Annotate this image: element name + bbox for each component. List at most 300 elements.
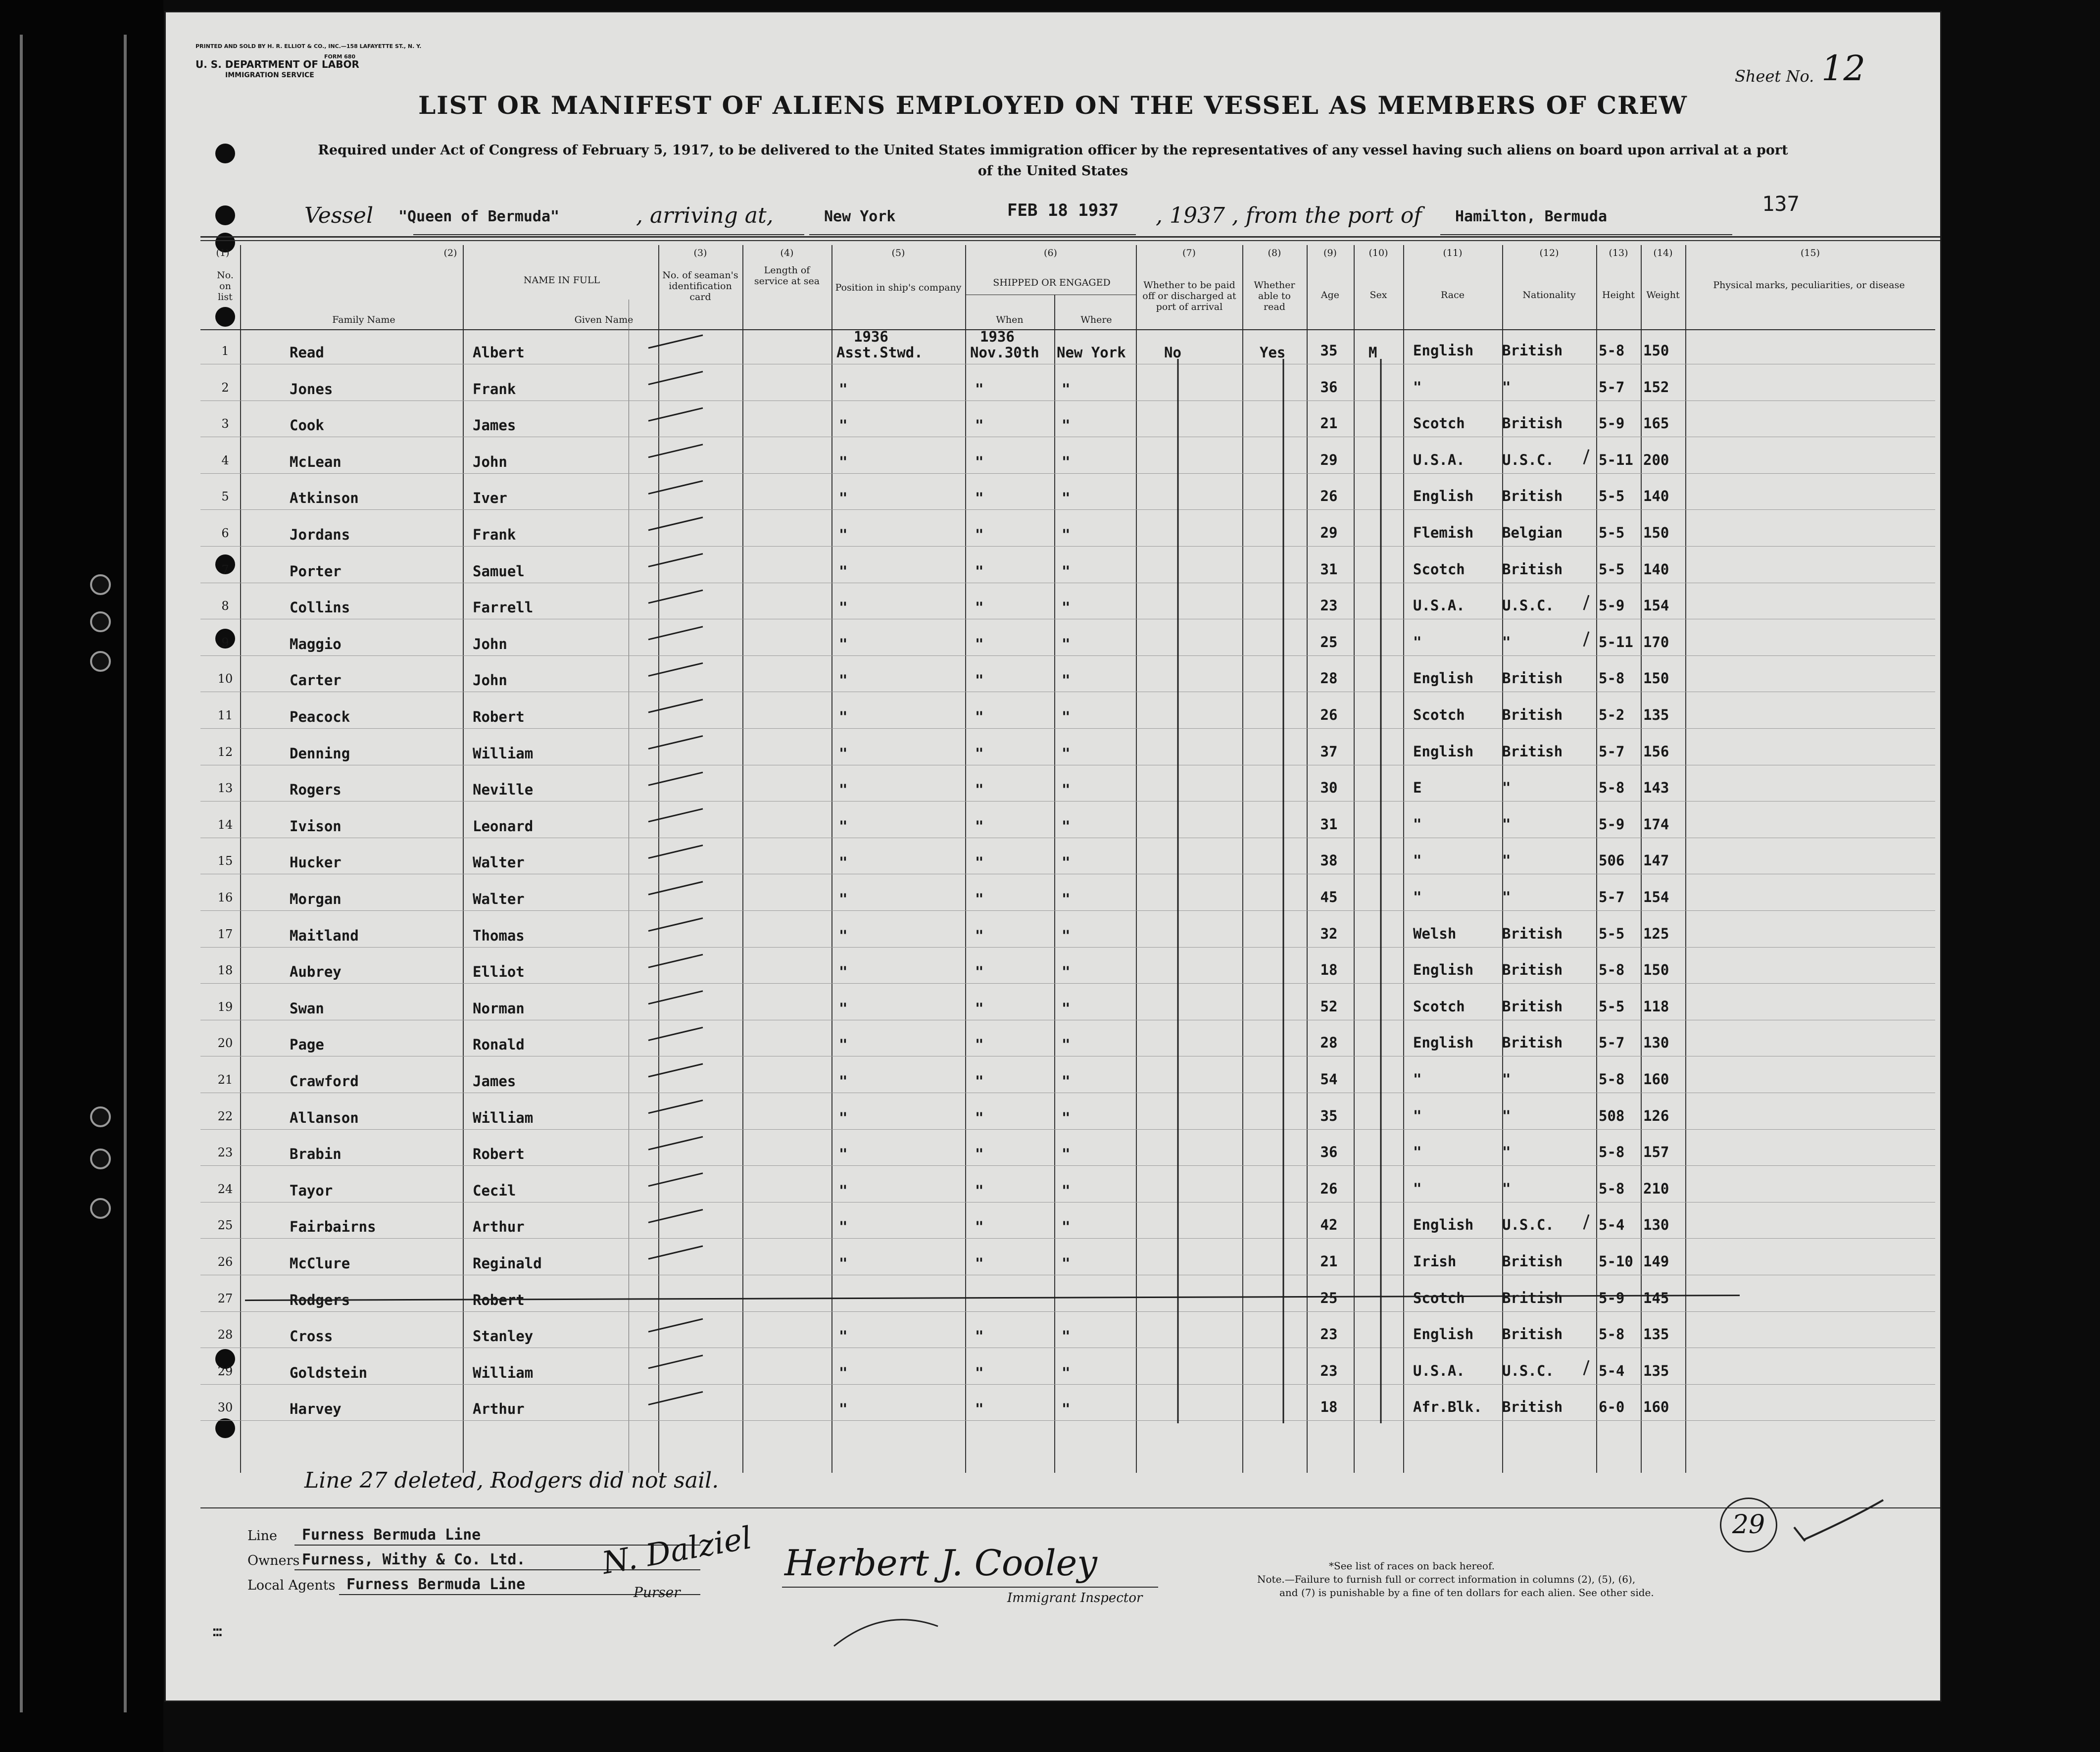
where-ditto: " (1062, 781, 1071, 798)
weight: 140 (1643, 488, 1669, 504)
when-ditto: " (975, 1073, 984, 1090)
weight: 143 (1643, 779, 1669, 796)
given-name: Arthur (473, 1401, 525, 1417)
row-number: 25 (217, 1218, 233, 1232)
binder-edge (20, 35, 23, 1712)
binder-hole (90, 1149, 111, 1169)
row-number: 29 (217, 1364, 233, 1378)
row-number: 11 (217, 708, 233, 722)
row-number: 1 (221, 344, 229, 358)
column-label: Age (1320, 290, 1340, 300)
weight: 150 (1643, 670, 1669, 687)
when-ditto: " (975, 1218, 984, 1235)
year-from-label: , 1937 , from the port of (1156, 203, 1422, 228)
check-mark (1794, 1527, 1805, 1541)
nationality: British (1502, 1290, 1563, 1306)
family-name: Goldstein (290, 1364, 368, 1381)
where-ditto: " (1062, 854, 1071, 871)
height: 6-0 (1599, 1399, 1625, 1415)
position-ditto: " (839, 1364, 848, 1381)
sheet-number: 12 (1821, 48, 1866, 89)
height: 5-9 (1599, 1290, 1625, 1306)
family-name: Swan (290, 1000, 324, 1017)
column-number: (1) (216, 248, 230, 258)
race: Scotch (1413, 998, 1465, 1015)
row-number: 5 (221, 490, 229, 503)
able-to-read: Yes (1260, 344, 1286, 361)
where-ditto: " (1062, 417, 1071, 434)
position-ditto: " (839, 599, 848, 616)
height: 5-7 (1599, 743, 1625, 760)
given-name: Stanley (473, 1328, 534, 1345)
race: " (1413, 889, 1422, 905)
nationality: " (1502, 1180, 1511, 1197)
age: 23 (1320, 597, 1338, 614)
nationality: " (1502, 634, 1511, 651)
family-name: Crawford (290, 1073, 359, 1090)
binder-hole (90, 651, 111, 672)
when-ditto: " (975, 1328, 984, 1345)
given-name: Walter (473, 891, 525, 907)
family-name: Jones (290, 381, 333, 398)
race: " (1413, 1107, 1422, 1124)
given-name: Leonard (473, 818, 534, 835)
from-port: Hamilton, Bermuda (1455, 208, 1608, 225)
binder-hole (90, 1198, 111, 1219)
race: Irish (1413, 1253, 1457, 1270)
height: 5-11 (1599, 451, 1633, 468)
age: 31 (1320, 561, 1338, 578)
nationality: U.S.C. (1502, 597, 1554, 614)
given-name: Robert (473, 1146, 525, 1162)
family-name: Peacock (290, 708, 350, 725)
column-label: Height (1602, 290, 1635, 300)
height: 5-7 (1599, 889, 1625, 905)
age: 18 (1320, 1399, 1338, 1415)
printer-credit: PRINTED AND SOLD BY H. R. ELLIOT & CO., INC.—158 LAFAYETTE ST., N. Y. (195, 43, 422, 50)
position-year: 1936 (854, 328, 888, 345)
race: Flemish (1413, 524, 1474, 541)
family-name: Harvey (290, 1401, 342, 1417)
nationality: British (1502, 1326, 1563, 1343)
row-number: 3 (221, 417, 229, 431)
weight: 150 (1643, 524, 1669, 541)
column-number: (14) (1653, 248, 1673, 258)
weight: 154 (1643, 597, 1669, 614)
given-name-header: Given Name (574, 314, 634, 325)
height: 5-10 (1599, 1253, 1633, 1270)
given-name: James (473, 1073, 516, 1090)
column-number: (3) (693, 248, 707, 258)
given-name: Neville (473, 781, 534, 798)
height: 5-9 (1599, 415, 1625, 432)
where-ditto: " (1062, 1364, 1071, 1381)
given-name: Cecil (473, 1182, 516, 1199)
height: 5-8 (1599, 779, 1625, 796)
family-name: Aubrey (290, 963, 342, 980)
family-name: Read (290, 344, 324, 361)
arriving-port: New York (824, 208, 896, 225)
where-ditto: " (1062, 1146, 1071, 1162)
column-label: Race (1441, 290, 1465, 300)
shipped-year: 1936 (980, 328, 1015, 345)
arriving-label: , arriving at, (636, 203, 774, 228)
height: 5-8 (1599, 1144, 1625, 1160)
weight: 152 (1643, 379, 1669, 396)
position-ditto: " (839, 708, 848, 725)
column-label: No. of seaman's identification card (662, 270, 738, 302)
weight: 156 (1643, 743, 1669, 760)
page-number: 137 (1762, 192, 1800, 216)
weight: 147 (1643, 852, 1669, 869)
family-name: Maitland (290, 927, 359, 944)
where-header: Where (1080, 314, 1112, 325)
paid-off: No (1164, 344, 1181, 361)
age: 36 (1320, 379, 1338, 396)
given-name: William (473, 1364, 534, 1381)
age: 28 (1320, 670, 1338, 687)
column-number: (13) (1609, 248, 1628, 258)
race: English (1413, 961, 1474, 978)
row-number: 17 (217, 927, 233, 941)
race: E (1413, 779, 1422, 796)
inspector-signature: Herbert J. Cooley (784, 1542, 1097, 1584)
when-ditto: " (975, 1182, 984, 1199)
nationality: British (1502, 961, 1563, 978)
where-ditto: " (1062, 708, 1071, 725)
given-name: Walter (473, 854, 525, 871)
family-name: Fairbairns (290, 1218, 376, 1235)
given-name: Robert (473, 708, 525, 725)
position-ditto: " (839, 1109, 848, 1126)
height: 5-5 (1599, 524, 1625, 541)
where-ditto: " (1062, 1109, 1071, 1126)
position-ditto: " (839, 1255, 848, 1272)
age: 26 (1320, 488, 1338, 504)
row-number: 14 (217, 818, 233, 832)
subtitle: Required under Act of Congress of February 5, 1917, to be delivered to the United States immigration officer by the representatives of any vessel having such aliens on board upon arrival at a port (318, 143, 1788, 158)
given-name: Reginald (473, 1255, 542, 1272)
when-ditto: " (975, 891, 984, 907)
height: 5-8 (1599, 670, 1625, 687)
age: 35 (1320, 1107, 1338, 1124)
position-ditto: " (839, 1328, 848, 1345)
weight: 130 (1643, 1216, 1669, 1233)
age: 37 (1320, 743, 1338, 760)
when-ditto: " (975, 417, 984, 434)
nationality: British (1502, 998, 1563, 1015)
family-name: Tayor (290, 1182, 333, 1199)
race: Scotch (1413, 706, 1465, 723)
row-number: 16 (217, 891, 233, 904)
nationality: British (1502, 706, 1563, 723)
where-ditto: " (1062, 1218, 1071, 1235)
shipped-when: Nov.30th (970, 344, 1039, 361)
row-number: 10 (217, 672, 233, 686)
where-ditto: " (1062, 891, 1071, 907)
given-name: William (473, 745, 534, 762)
age: 29 (1320, 524, 1338, 541)
position-ditto: " (839, 1401, 848, 1417)
race: Welsh (1413, 925, 1457, 942)
pen-marks (166, 12, 1940, 1701)
binder-hole (90, 1106, 111, 1127)
weight: 125 (1643, 925, 1669, 942)
when-ditto: " (975, 1146, 984, 1162)
given-name: James (473, 417, 516, 434)
height: 5-4 (1599, 1216, 1625, 1233)
nationality: British (1502, 342, 1563, 359)
age: 26 (1320, 706, 1338, 723)
row-number: 28 (217, 1328, 233, 1342)
given-name: Frank (473, 526, 516, 543)
when-header: When (996, 314, 1024, 325)
family-name: Brabin (290, 1146, 342, 1162)
races-note: *See list of races on back hereof. (1329, 1560, 1495, 1572)
nationality: British (1502, 1034, 1563, 1051)
row-number: 19 (217, 1000, 233, 1014)
weight: 140 (1643, 561, 1669, 578)
line-value: Furness Bermuda Line (302, 1526, 481, 1544)
where-ditto: " (1062, 745, 1071, 762)
where-ditto: " (1062, 1182, 1071, 1199)
where-ditto: " (1062, 490, 1071, 506)
binder-hole (90, 611, 111, 632)
column-label: Physical marks, peculiarities, or disease (1713, 280, 1905, 291)
height: 5-8 (1599, 961, 1625, 978)
given-name: John (473, 672, 507, 689)
when-ditto: " (975, 381, 984, 398)
family-name: McClure (290, 1255, 350, 1272)
manifest-sheet (166, 12, 1940, 1701)
given-name: Robert (473, 1292, 525, 1308)
weight: 160 (1643, 1399, 1669, 1415)
age: 35 (1320, 342, 1338, 359)
age: 30 (1320, 779, 1338, 796)
weight: 170 (1643, 634, 1669, 651)
column-label: Whether able to read (1254, 280, 1295, 312)
family-name: Carter (290, 672, 342, 689)
position-ditto: " (839, 1073, 848, 1090)
family-name: Cook (290, 417, 324, 434)
age: 26 (1320, 1180, 1338, 1197)
nationality: British (1502, 925, 1563, 942)
binder-strip (0, 0, 163, 1752)
signature-flourish (834, 1620, 938, 1646)
age: 45 (1320, 889, 1338, 905)
family-name: Porter (290, 563, 342, 580)
weight: 150 (1643, 961, 1669, 978)
given-name: Farrell (473, 599, 534, 616)
binder-edge (124, 35, 127, 1712)
where-ditto: " (1062, 381, 1071, 398)
column-label: Nationality (1522, 290, 1576, 300)
race: English (1413, 743, 1474, 760)
age: 54 (1320, 1071, 1338, 1088)
line-label: Line (247, 1528, 277, 1544)
height: 5-7 (1599, 1034, 1625, 1051)
weight: 174 (1643, 816, 1669, 833)
height: 5-9 (1599, 816, 1625, 833)
position-ditto: " (839, 1182, 848, 1199)
when-ditto: " (975, 636, 984, 652)
age: 21 (1320, 415, 1338, 432)
check-mark (1804, 1500, 1883, 1540)
race: U.S.A. (1413, 1362, 1465, 1379)
given-name: Albert (473, 344, 525, 361)
row-number: 30 (217, 1401, 233, 1414)
column-label: Weight (1646, 290, 1680, 300)
height: 508 (1599, 1107, 1625, 1124)
when-ditto: " (975, 490, 984, 506)
family-name: Rodgers (290, 1292, 350, 1308)
height: 5-8 (1599, 1071, 1625, 1088)
family-name: Ivison (290, 818, 342, 835)
department: U. S. DEPARTMENT OF LABOR (195, 58, 359, 70)
when-ditto: " (975, 708, 984, 725)
weight: 145 (1643, 1290, 1669, 1306)
height: 5-2 (1599, 706, 1625, 723)
position-ditto: " (839, 490, 848, 506)
race: Scotch (1413, 415, 1465, 432)
penalty-note-continued: and (7) is punishable by a fine of ten dollars for each alien. See other side. (1279, 1587, 1654, 1599)
column-number: (11) (1443, 248, 1463, 258)
race: " (1413, 852, 1422, 869)
row-number: 27 (217, 1292, 233, 1305)
position-ditto: " (839, 818, 848, 835)
given-name: John (473, 636, 507, 652)
form-number: FORM 680 (324, 53, 356, 60)
given-name: Ronald (473, 1036, 525, 1053)
when-ditto: " (975, 1109, 984, 1126)
where-ditto: " (1062, 1073, 1071, 1090)
family-name: Atkinson (290, 490, 359, 506)
row-number: 8 (221, 599, 229, 613)
where-ditto: " (1062, 453, 1071, 470)
column-label: NAME IN FULL (523, 275, 600, 286)
column-number: (5) (891, 248, 905, 258)
family-name: Cross (290, 1328, 333, 1345)
column-number: (7) (1182, 248, 1196, 258)
inspector-label: Immigrant Inspector (1007, 1591, 1143, 1605)
weight: 149 (1643, 1253, 1669, 1270)
height: 5-5 (1599, 998, 1625, 1015)
age: 21 (1320, 1253, 1338, 1270)
weight: 126 (1643, 1107, 1669, 1124)
race: " (1413, 816, 1422, 833)
column-number: (15) (1800, 248, 1820, 258)
row-number: 2 (221, 381, 229, 395)
age: 28 (1320, 1034, 1338, 1051)
where-ditto: " (1062, 599, 1071, 616)
nationality: " (1502, 889, 1511, 905)
where-ditto: " (1062, 1401, 1071, 1417)
family-name: Collins (290, 599, 350, 616)
nationality: " (1502, 816, 1511, 833)
given-name: Norman (473, 1000, 525, 1017)
race: " (1413, 1144, 1422, 1160)
position-ditto: " (839, 453, 848, 470)
nationality: " (1502, 379, 1511, 396)
where-ditto: " (1062, 818, 1071, 835)
nationality: British (1502, 1253, 1563, 1270)
agents-label: Local Agents (247, 1578, 336, 1593)
shipped-where: New York (1057, 344, 1126, 361)
age: 42 (1320, 1216, 1338, 1233)
row-number: 7 (221, 563, 229, 577)
row-number: 15 (217, 854, 233, 868)
race: Scotch (1413, 561, 1465, 578)
given-name: Samuel (473, 563, 525, 580)
given-name: Arthur (473, 1218, 525, 1235)
age: 31 (1320, 816, 1338, 833)
row-number: 23 (217, 1146, 233, 1159)
position-ditto: " (839, 672, 848, 689)
when-ditto: " (975, 599, 984, 616)
age: 38 (1320, 852, 1338, 869)
when-ditto: " (975, 745, 984, 762)
when-ditto: " (975, 781, 984, 798)
family-name: Maggio (290, 636, 342, 652)
column-number: (12) (1539, 248, 1559, 258)
race: Scotch (1413, 1290, 1465, 1306)
race: " (1413, 1071, 1422, 1088)
race: English (1413, 1034, 1474, 1051)
where-ditto: " (1062, 672, 1071, 689)
age: 36 (1320, 1144, 1338, 1160)
row-number: 9 (221, 636, 229, 650)
position-ditto: " (839, 963, 848, 980)
given-name: John (473, 453, 507, 470)
race: " (1413, 1180, 1422, 1197)
when-ditto: " (975, 963, 984, 980)
family-name: Jordans (290, 526, 350, 543)
height: 5-5 (1599, 488, 1625, 504)
race: Afr.Blk. (1413, 1399, 1482, 1415)
height: 5-8 (1599, 1180, 1625, 1197)
weight: 200 (1643, 451, 1669, 468)
deletion-note: Line 27 deleted, Rodgers did not sail. (304, 1468, 719, 1493)
height: 5-9 (1599, 597, 1625, 614)
race: " (1413, 634, 1422, 651)
family-name: Morgan (290, 891, 342, 907)
row-number: 24 (217, 1182, 233, 1196)
penalty-note: Note.—Failure to furnish full or correct information in columns (2), (5), (6), (1257, 1573, 1636, 1585)
position: Asst.Stwd. (836, 344, 923, 361)
where-ditto: " (1062, 526, 1071, 543)
position-ditto: " (839, 927, 848, 944)
service: IMMIGRATION SERVICE (225, 71, 314, 79)
owners-label: Owners (247, 1553, 300, 1568)
weight: 135 (1643, 1326, 1669, 1343)
where-ditto: " (1062, 1255, 1071, 1272)
height: 5-7 (1599, 379, 1625, 396)
column-number: (8) (1268, 248, 1281, 258)
nationality: U.S.C. (1502, 451, 1554, 468)
where-ditto: " (1062, 1328, 1071, 1345)
age: 52 (1320, 998, 1338, 1015)
age: 25 (1320, 1290, 1338, 1306)
row-number: 18 (217, 963, 233, 977)
when-ditto: " (975, 1000, 984, 1017)
family-name: McLean (290, 453, 342, 470)
binder-hole (90, 574, 111, 595)
family-name: Denning (290, 745, 350, 762)
row-number: 12 (217, 745, 233, 759)
position-ditto: " (839, 636, 848, 652)
given-name: Thomas (473, 927, 525, 944)
nationality: " (1502, 1107, 1511, 1124)
